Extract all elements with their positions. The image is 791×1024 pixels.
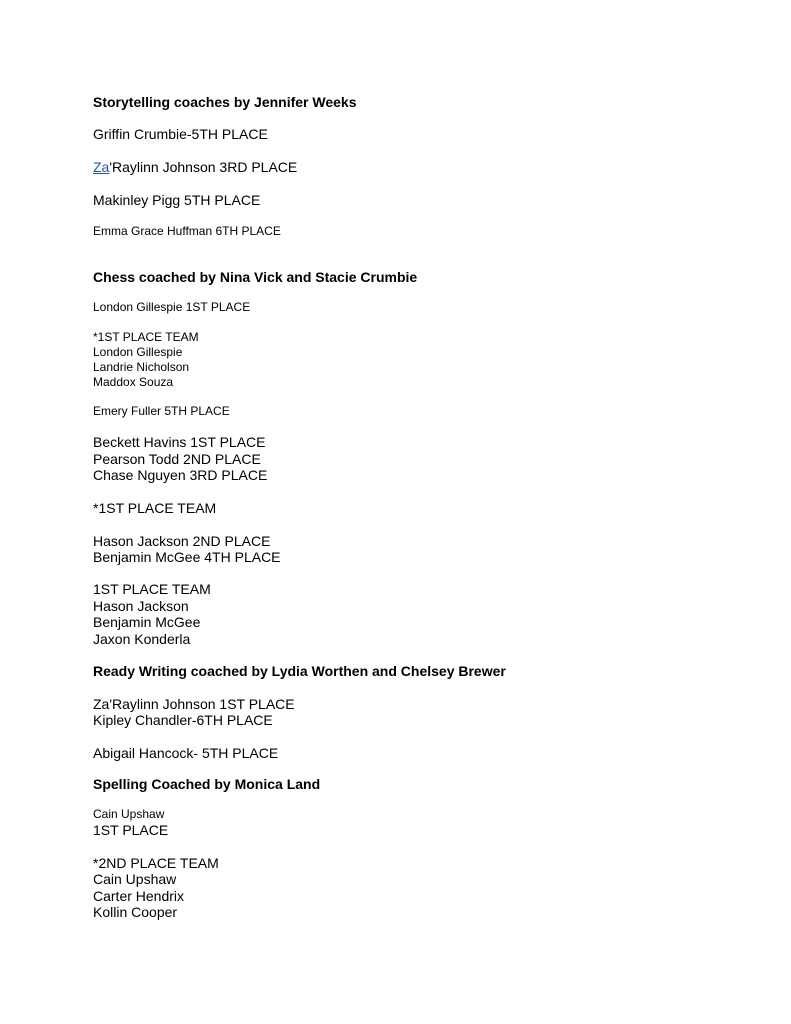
chess-item: 1ST PLACE TEAM bbox=[93, 581, 211, 597]
chess-item: Chase Nguyen 3RD PLACE bbox=[93, 467, 268, 483]
chess-item: Hason Jackson bbox=[93, 598, 189, 614]
chess-item: London Gillespie bbox=[93, 345, 183, 359]
storytelling-item-linked bbox=[93, 160, 297, 174]
chess-item: London Gillespie 1ST PLACE bbox=[93, 300, 251, 314]
chess-item: *1ST PLACE TEAM bbox=[93, 330, 199, 344]
ready-writing-heading: Ready Writing coached by Lydia Worthen and Chelsey Brewer bbox=[93, 663, 506, 679]
spelling-item: Kollin Cooper bbox=[93, 904, 178, 920]
chess-item: Landrie Nicholson bbox=[93, 360, 190, 374]
apostrophe: ' bbox=[109, 159, 113, 175]
ready-writing-item: Abigail Hancock- 5TH PLACE bbox=[93, 745, 279, 761]
chess-item: Hason Jackson 2ND PLACE bbox=[93, 533, 271, 549]
ready-writing-item: Za'Raylinn Johnson 1ST PLACE bbox=[93, 696, 295, 712]
chess-item: *1ST PLACE TEAM bbox=[93, 500, 217, 516]
spelling-item: 1ST PLACE bbox=[93, 822, 169, 838]
spelling-item: *2ND PLACE TEAM bbox=[93, 855, 219, 871]
chess-item: Maddox Souza bbox=[93, 375, 174, 389]
za-link[interactable]: Za bbox=[93, 159, 110, 175]
storytelling-item: Makinley Pigg 5TH PLACE bbox=[93, 192, 261, 208]
chess-item: Pearson Todd 2ND PLACE bbox=[93, 451, 261, 467]
spelling-item: Cain Upshaw bbox=[93, 871, 177, 887]
chess-item: Jaxon Konderla bbox=[93, 631, 191, 647]
spelling-item: Carter Hendrix bbox=[93, 888, 185, 904]
storytelling-item-text: Raylinn Johnson 3RD PLACE bbox=[112, 159, 298, 175]
storytelling-item: Emma Grace Huffman 6TH PLACE bbox=[93, 224, 281, 238]
chess-heading: Chess coached by Nina Vick and Stacie Crumbie bbox=[93, 269, 418, 285]
chess-item: Benjamin McGee bbox=[93, 614, 201, 630]
chess-item: Beckett Havins 1ST PLACE bbox=[93, 434, 266, 450]
spelling-item: Cain Upshaw bbox=[93, 807, 165, 821]
ready-writing-item: Kipley Chandler-6TH PLACE bbox=[93, 712, 273, 728]
storytelling-heading: Storytelling coaches by Jennifer Weeks bbox=[93, 94, 357, 110]
chess-item: Benjamin McGee 4TH PLACE bbox=[93, 549, 281, 565]
spelling-heading: Spelling Coached by Monica Land bbox=[93, 776, 321, 792]
chess-item: Emery Fuller 5TH PLACE bbox=[93, 404, 230, 418]
storytelling-item: Griffin Crumbie-5TH PLACE bbox=[93, 126, 268, 142]
